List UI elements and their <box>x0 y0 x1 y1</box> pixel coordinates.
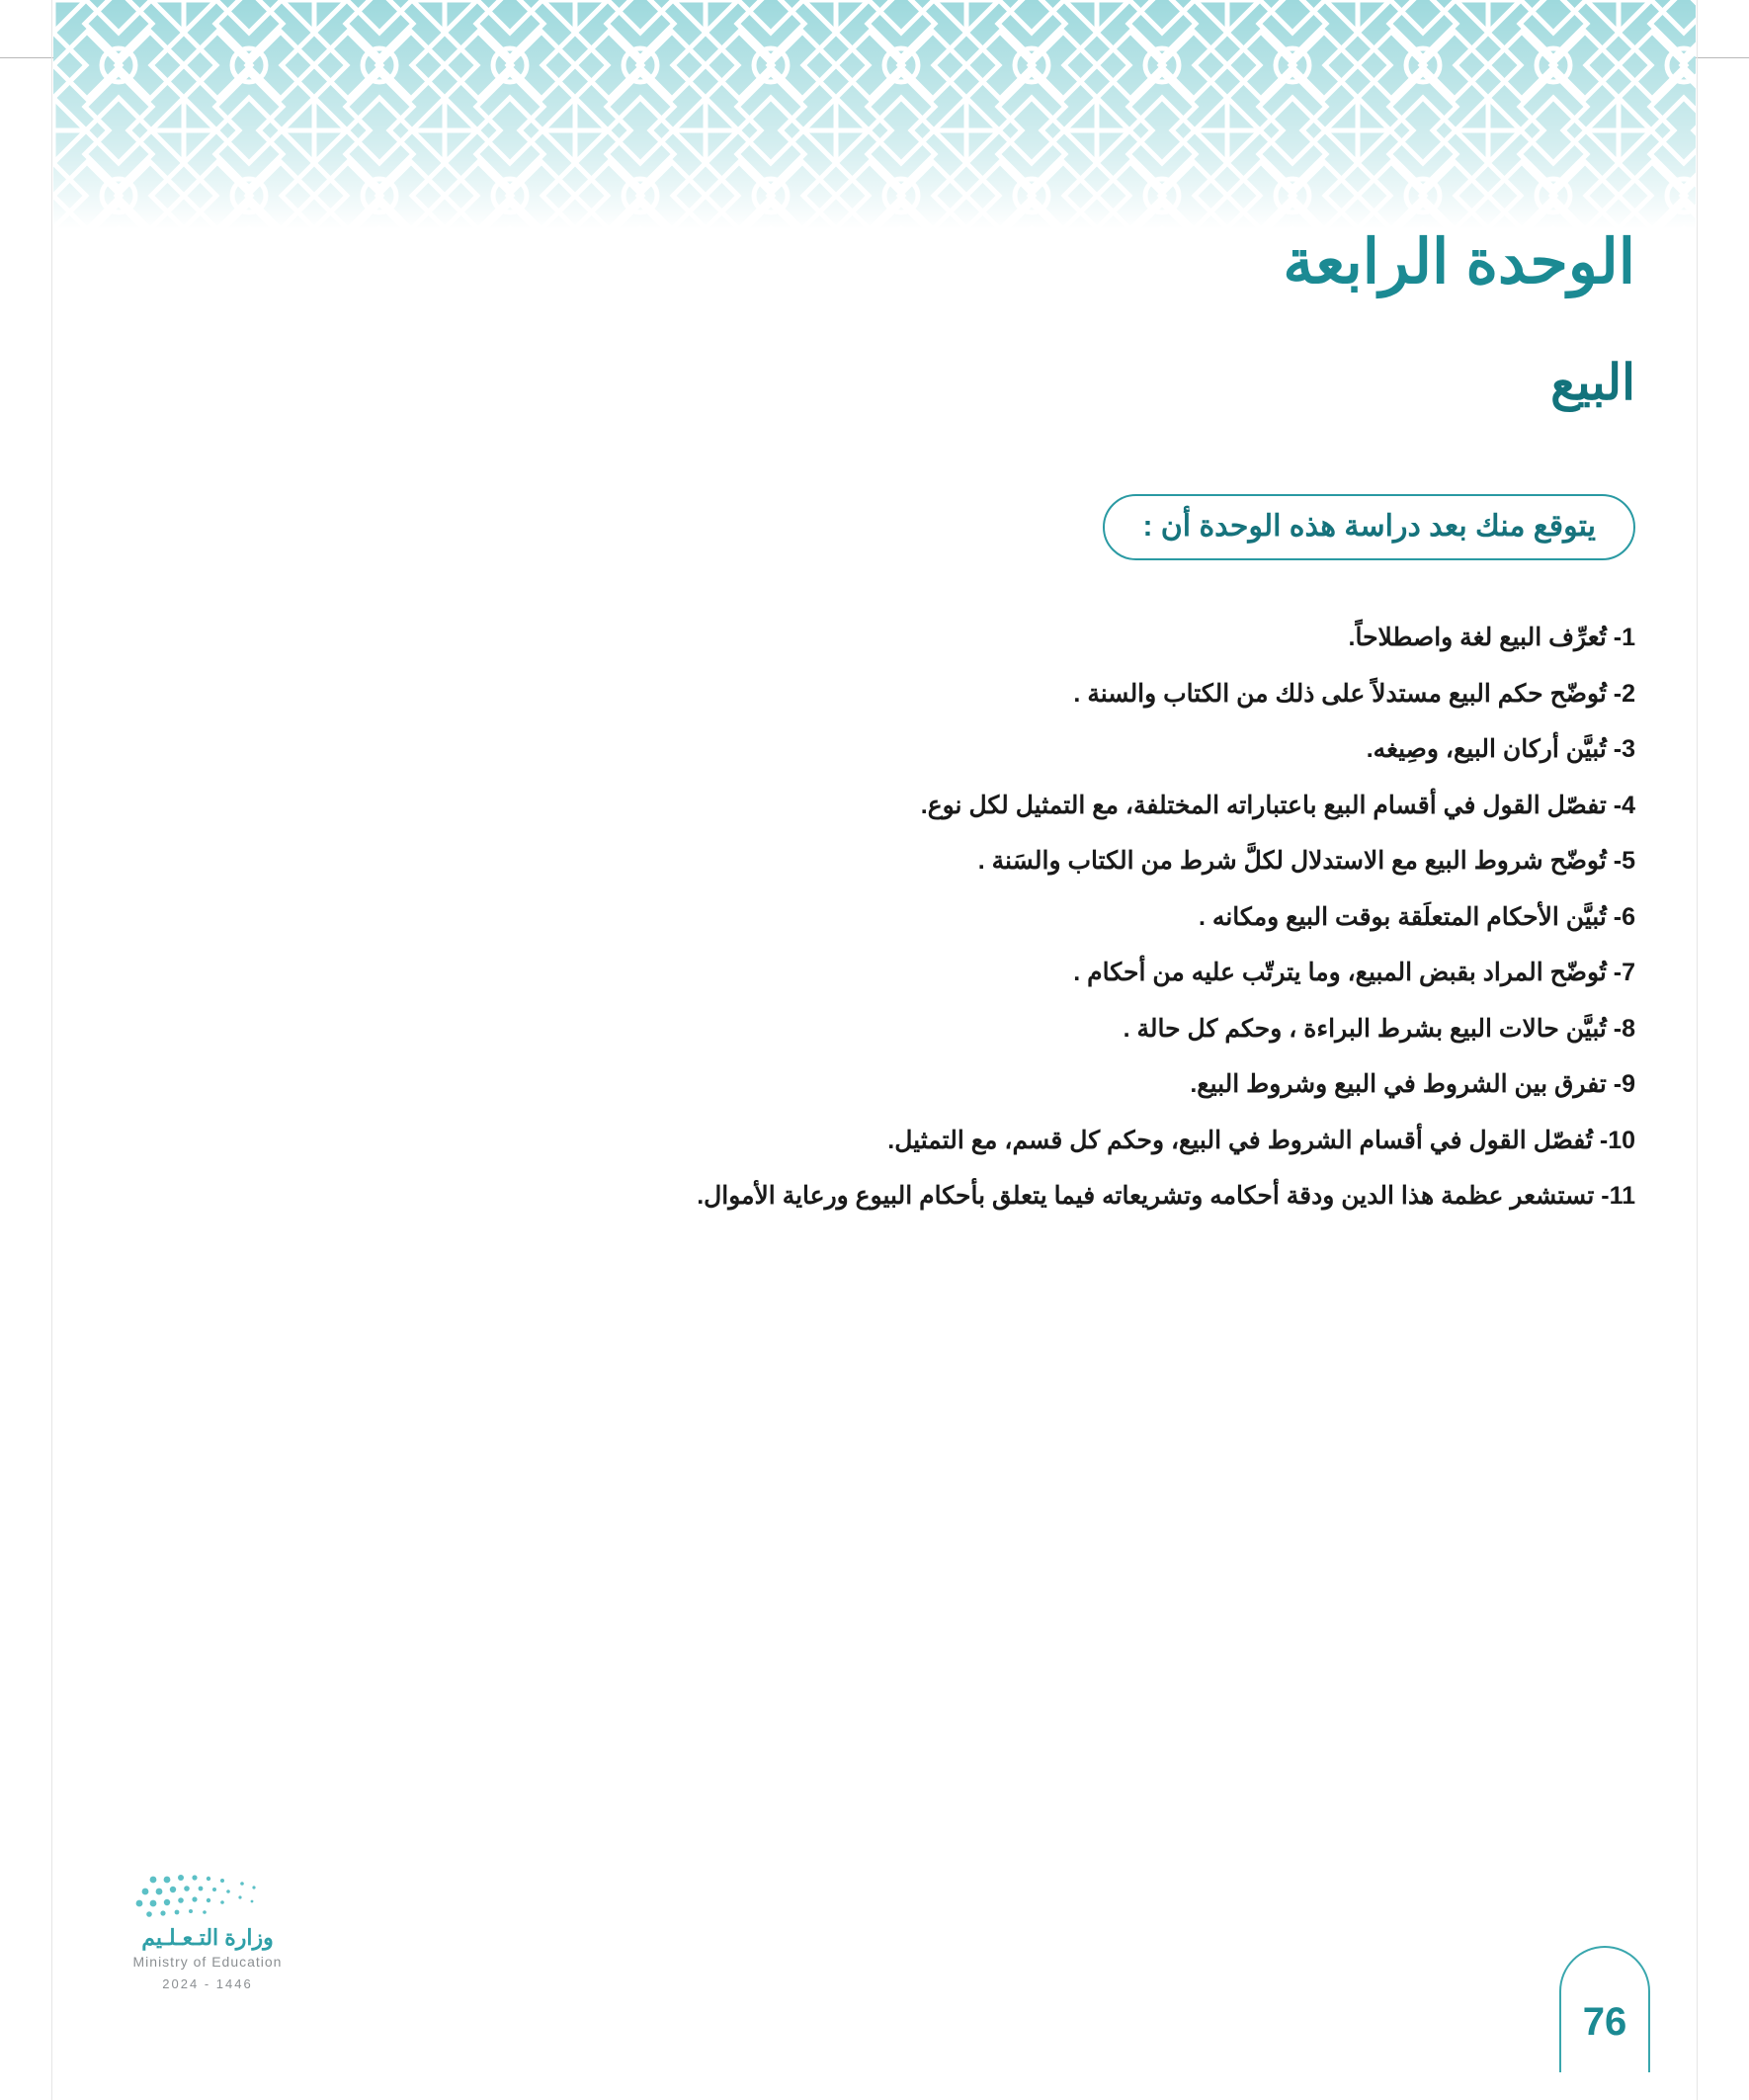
page-margin-rule-right <box>1697 0 1698 2100</box>
list-item: 1- تُعرِّف البيع لغة واصطلاحاً. <box>1348 624 1635 651</box>
ministry-of-education-logo <box>94 1872 321 1991</box>
list-item: 5- تُوضّح شروط البيع مع الاستدلال لكلَّ شرط من الكتاب والسَنة . <box>977 847 1635 875</box>
logo-dots-icon <box>94 1872 321 1919</box>
islamic-pattern-banner <box>53 0 1696 229</box>
page-margin-rule-left <box>51 0 52 2100</box>
unit-subtitle: البيع <box>1550 355 1635 410</box>
list-item: 8- تُبيَّن حالات البيع بشرط البراءة ، وحكم كل حالة . <box>1123 1014 1635 1043</box>
list-item: 3- تُبيَّن أركان البيع، وصِيغه. <box>1366 735 1635 763</box>
crop-mark-top-left-horizontal <box>0 57 57 58</box>
list-item: 11- تستشعر عظمة هذا الدين ودقة أحكامه وتشريعاته فيما يتعلق بأحكام البيوع ورعاية الأموال. <box>697 1182 1635 1210</box>
list-item: 10- تُفصّل القول في أقسام الشروط في البيع، وحكم كل قسم، مع التمثيل. <box>887 1126 1635 1154</box>
list-item: 9- تفرق بين الشروط في البيع وشروط البيع. <box>1190 1070 1635 1098</box>
objectives-list <box>296 623 1635 1237</box>
list-item: 4- تفصّل القول في أقسام البيع باعتباراته المختلفة، مع التمثيل لكل نوع. <box>920 791 1635 819</box>
page-number-badge <box>1559 1946 1650 2072</box>
unit-title: الوحدة الرابعة <box>1283 228 1635 296</box>
objectives-heading: يتوقع منك بعد دراسة هذه الوحدة أن : <box>1103 494 1635 560</box>
list-item: 7- تُوضّح المراد بقبض المبيع، وما يترتّب عليه من أحكام . <box>1073 959 1635 986</box>
page-number: 76 <box>1582 2000 1627 2044</box>
ministry-name-english: Ministry of Education <box>132 1954 283 1970</box>
crop-mark-top-right-horizontal <box>1692 57 1749 58</box>
ministry-name-arabic: وزارة التـعـلـيم <box>141 1925 274 1950</box>
list-item: 2- تُوضّح حكم البيع مستدلاً على ذلك من الكتاب والسنة . <box>1073 679 1635 708</box>
list-item: 6- تُبيَّن الأحكام المتعلَقة بوقت البيع ومكانه . <box>1199 902 1635 931</box>
ministry-years: 2024 - 1446 <box>162 1976 253 1991</box>
